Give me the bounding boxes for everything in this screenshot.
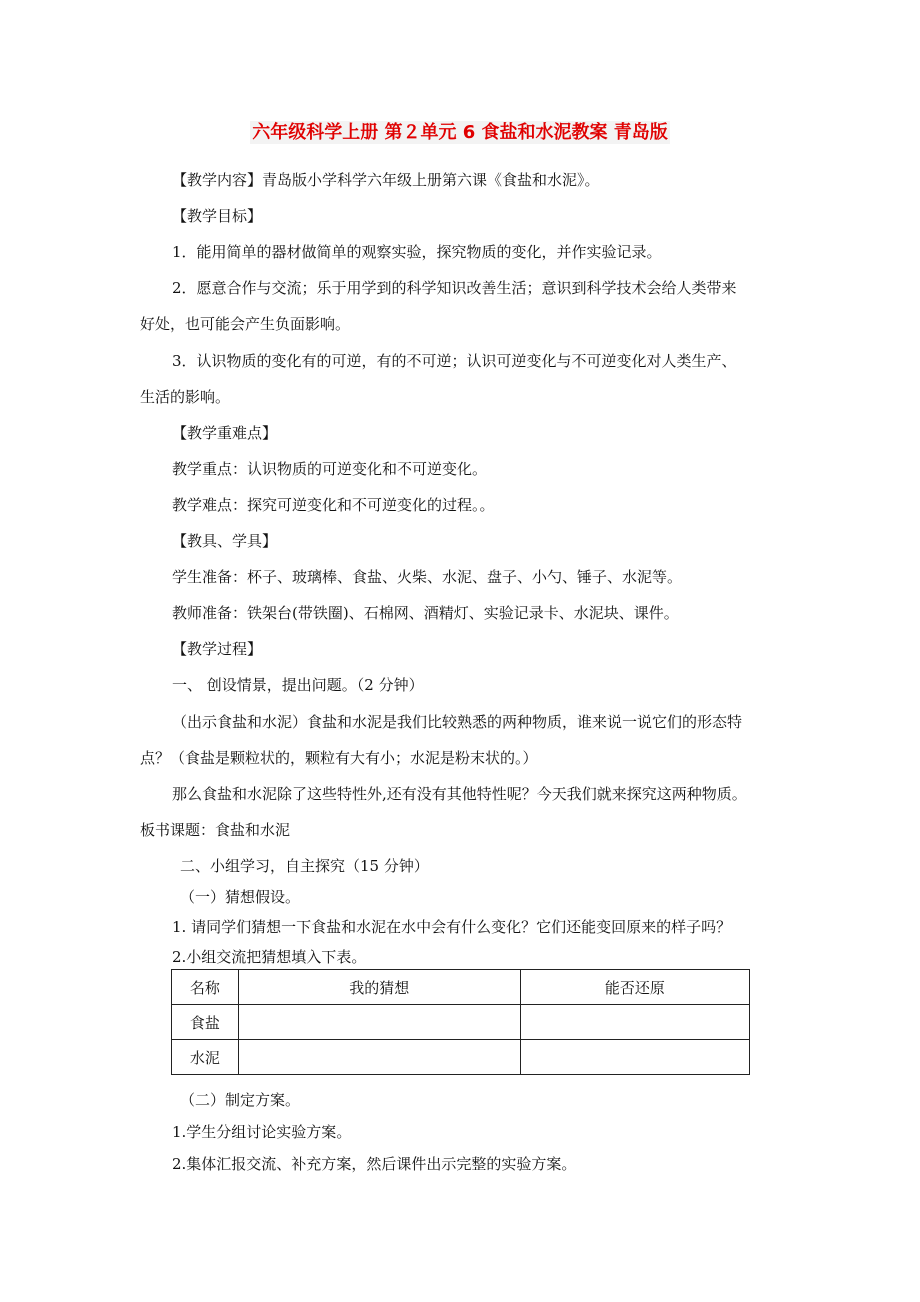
table-cell (520, 1040, 749, 1075)
step-2-question-2: 2.小组交流把猜想填入下表。 (172, 948, 367, 966)
table-cell (238, 1040, 520, 1075)
step-2-sub-1: （一）猜想假设。 (180, 888, 301, 906)
goal-3-line-1: 3．认识物质的变化有的可逆，有的不可逆；认识可逆变化与不可逆变化对人类生产、 (172, 352, 737, 370)
table-row (172, 1040, 750, 1075)
process-heading: 【教学过程】 (172, 640, 263, 658)
table-cell: 水泥 (172, 1040, 239, 1075)
step-1-para-2-line-2: 板书课题：食盐和水泥 (140, 821, 291, 839)
table-cell: 食盐 (172, 1005, 239, 1040)
step-2-heading: 二、小组学习，自主探究（15 分钟） (180, 857, 429, 875)
guess-table (171, 969, 750, 1075)
teacher-preparation: 教师准备：铁架台(带铁圈)、石棉网、酒精灯、实验记录卡、水泥块、课件。 (172, 604, 679, 622)
step-2-sub-2-item-2: 2.集体汇报交流、补充方案，然后课件出示完整的实验方案。 (172, 1155, 577, 1173)
step-1-para-1-line-2: 点？（食盐是颗粒状的，颗粒有大有小；水泥是粉末状的。） (140, 749, 538, 767)
step-2-sub-2: （二）制定方案。 (180, 1091, 301, 1109)
goal-3-line-2: 生活的影响。 (140, 388, 231, 406)
key-points-heading: 【教学重难点】 (172, 424, 278, 442)
student-preparation: 学生准备：杯子、玻璃棒、食盐、火柴、水泥、盘子、小勺、锤子、水泥等。 (172, 568, 683, 586)
table-header-guess: 我的猜想 (238, 970, 520, 1005)
table-cell (238, 1005, 520, 1040)
step-1-heading: 一、 创设情景，提出问题。（2 分钟） (172, 676, 424, 694)
key-point: 教学重点：认识物质的可逆变化和不可逆变化。 (172, 460, 488, 478)
document-title: 六年级科学上册 第２单元 6 食盐和水泥教案 青岛版 (252, 122, 668, 143)
table-row (172, 1005, 750, 1040)
step-1-para-2-line-1: 那么食盐和水泥除了这些特性外,还有没有其他特性呢？今天我们就来探究这两种物质。 (172, 785, 747, 803)
step-1-para-1-line-1: （出示食盐和水泥）食盐和水泥是我们比较熟悉的两种物质，谁来说一说它们的形态特 (172, 713, 743, 731)
step-2-sub-2-item-1: 1.学生分组讨论实验方案。 (172, 1123, 352, 1141)
tools-heading: 【教具、学具】 (172, 532, 278, 550)
step-2-question-1: 1. 请同学们猜想一下食盐和水泥在水中会有什么变化？它们还能变回原来的样子吗？ (172, 918, 732, 936)
goal-2-line-1: 2．愿意合作与交流；乐于用学到的科学知识改善生活；意识到科学技术会给人类带来 (172, 279, 737, 297)
table-header-restorable: 能否还原 (520, 970, 749, 1005)
teaching-content: 【教学内容】青岛版小学科学六年级上册第六课《食盐和水泥》。 (172, 171, 600, 189)
goals-heading: 【教学目标】 (172, 207, 263, 225)
difficult-point: 教学难点：探究可逆变化和不可逆变化的过程。。 (172, 496, 495, 514)
goal-1: 1．能用简单的器材做简单的观察实验，探究物质的变化，并作实验记录。 (172, 243, 662, 261)
goal-2-line-2: 好处，也可能会产生负面影响。 (140, 315, 351, 333)
table-header-row (172, 970, 750, 1005)
table-cell (520, 1005, 749, 1040)
table-header-name: 名称 (172, 970, 239, 1005)
